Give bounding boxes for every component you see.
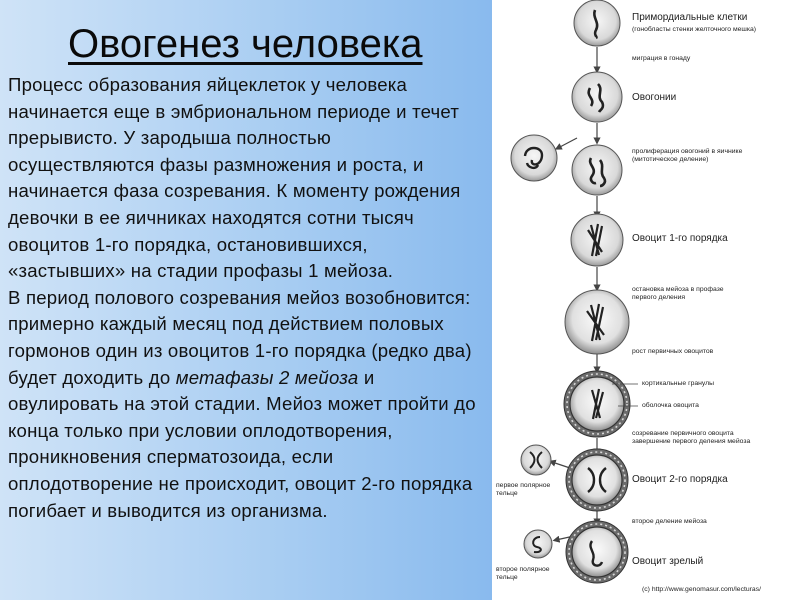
oogonium-cell	[572, 72, 622, 122]
label-maturation-sub: завершение первого деления мейоза	[632, 438, 751, 445]
label-primordial-sub: (гонобласты стенки желточного мешка)	[632, 26, 757, 33]
follicle-cell	[564, 371, 630, 437]
label-growth: рост первичных овоцитов	[632, 348, 714, 355]
label-proliferation-sub: (митотическое деление)	[632, 156, 709, 163]
proliferating-cell	[511, 135, 557, 181]
label-membrane: оболочка овоцита	[642, 402, 699, 409]
primordial-cell	[574, 0, 620, 46]
label-second-division: второе деление мейоза	[632, 518, 707, 525]
label-polar-1-sub: тельце	[496, 490, 518, 497]
mature-oocyte-cell	[566, 521, 628, 583]
slide-title: Овогенез человека	[68, 22, 423, 66]
label-cortical: кортикальные гранулы	[642, 380, 714, 387]
label-oocyte-2: Овоцит 2-го порядка	[632, 474, 728, 485]
label-primordial: Примордиальные клетки	[632, 12, 748, 23]
paragraph-2: В период полового созревания мейоз возобновится: примерно каждый месяц под действием половых гормонов один из овоцитов 1-го порядка (редко два) будет доходить до метафазы 2 мейоза и овулировать на этой стадии. Мейоз может пройти до конца только при условии оплодотворения, проникновения сперматозоида, если оплодотворение не происходит, овоцит 2-го порядка погибает и выводится из организма.	[8, 286, 476, 521]
label-meiosis-arrest: остановка мейоза в профазе	[632, 286, 724, 293]
label-migration: миграция в гонаду	[632, 55, 691, 62]
oogonium-cell-2	[572, 145, 622, 195]
oocyte-1-cell	[571, 214, 623, 266]
oocyte-2-cell	[566, 449, 628, 511]
label-maturation: созревание первичного овоцита	[632, 430, 734, 437]
growing-oocyte-cell	[565, 290, 629, 354]
label-proliferation: пролиферация овогоний в яичнике	[632, 148, 743, 155]
paragraph-1: Процесс образования яйцеклеток у человека начинается еще в эмбриональном периоде и течет прерывисто. У зародыша полностью осуществляются фазы размножения и роста, и начинается фаза созревания. К моменту рождения девочки в ее яичниках находятся сотни тысяч овоцитов 1-го порядка, остановившихся, «застывших» на стадии профазы 1 мейоза.	[8, 74, 461, 282]
label-meiosis-arrest-sub: первого деления	[632, 294, 686, 301]
label-credit: (c) http://www.genomasur.com/lecturas/	[642, 586, 761, 593]
polar-body-2	[524, 530, 552, 558]
label-oocyte-1: Овоцит 1-го порядка	[632, 233, 728, 244]
label-polar-1: первое полярное	[496, 482, 551, 489]
oogenesis-diagram	[492, 0, 800, 600]
body-text	[8, 72, 478, 524]
label-oogonia: Овогонии	[632, 92, 677, 103]
label-mature: Овоцит зрелый	[632, 556, 704, 567]
label-polar-2-sub: тельце	[496, 574, 518, 581]
polar-body-1	[521, 445, 551, 475]
label-polar-2: второе полярное	[496, 566, 550, 573]
emphasis-metaphase: метафазы 2 мейоза	[175, 366, 359, 388]
